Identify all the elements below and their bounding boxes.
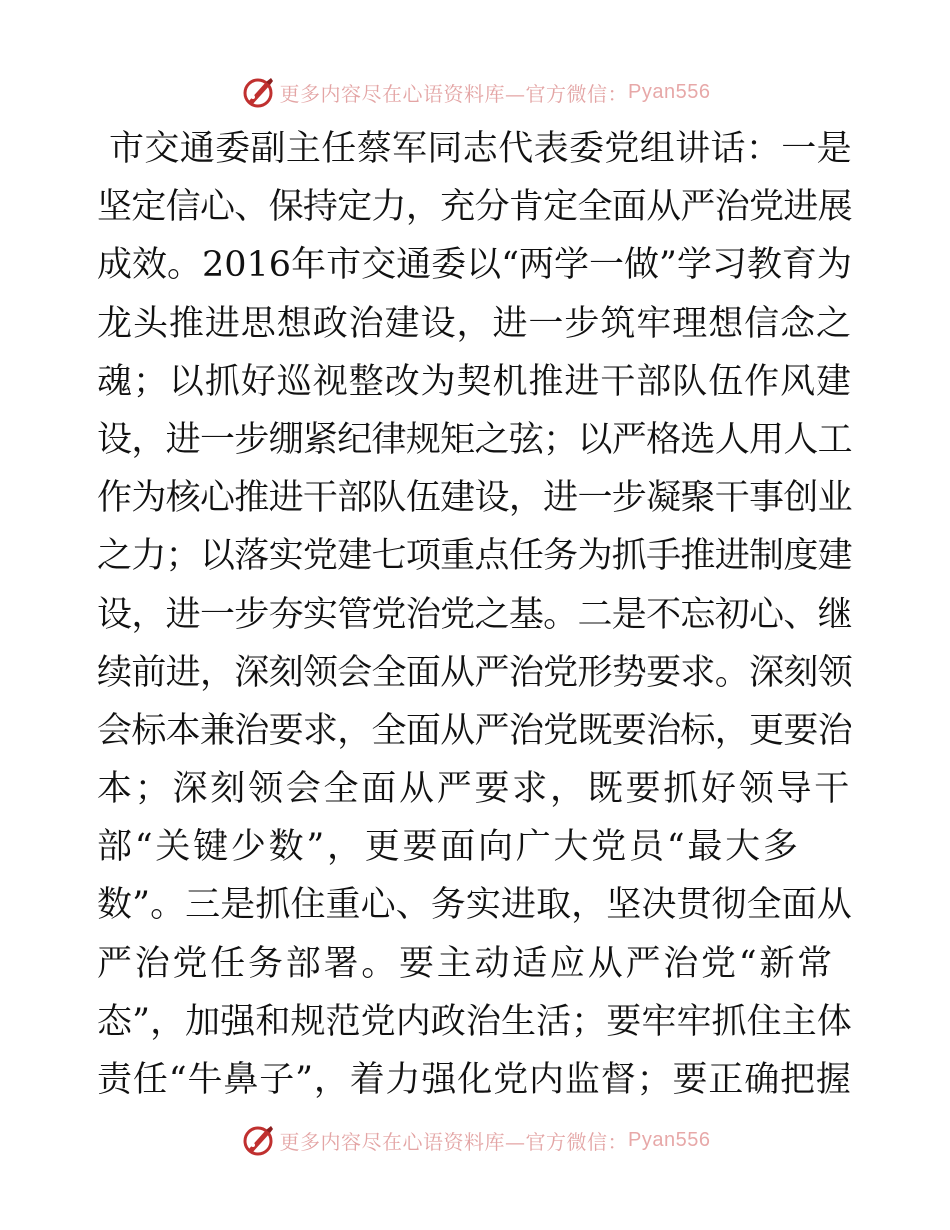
text-line: 态”，加强和规范党内政治生活；要牢牢抓住主体 [97,1001,852,1042]
text-line: 作为核心推进干部队伍建设，进一步凝聚干事创业 [97,478,853,519]
header-watermark [0,72,950,112]
text-line: 龙头推进思想政治建设，进一步筑牢理想信念之 [97,303,853,344]
text-line: 成效。2016年市交通委以“两学一做”学习教育为 [97,245,852,286]
text-line: 部“关键少数”，更要面向广大党员“最大多 [97,827,801,868]
watermark-wechat-id: Pyan556 [628,80,711,103]
text-line: 续前进，深刻领会全面从严治党形势要求。深刻领 [97,652,853,693]
text-line: 会标本兼治要求，全面从严治党既要治标，更要治 [97,710,853,751]
document-body [97,120,857,1109]
watermark-wechat-id: Pyan556 [628,1128,711,1151]
text-line: 本；深刻领会全面从严要求，既要抓好领导干 [97,769,853,810]
text-line: 责任“牛鼻子”，着力强化党内监督；要正确把握 [97,1060,852,1100]
text-line: 坚定信心、保持定力，充分肯定全面从严治党进展 [97,187,853,228]
text-line: 之力；以落实党建七项重点任务为抓手推进制度建 [97,536,853,577]
pen-seal-logo-icon [240,74,276,110]
text-line: 设，进一步绷紧纪律规矩之弦；以严格选人用人工 [97,419,853,460]
footer-watermark [0,1120,950,1160]
text-line: 严治党任务部署。要主动适应从严治党“新常 [97,943,835,984]
watermark-text: 更多内容尽在心语资料库—官方微信： [279,1129,629,1154]
text-line: 市交通委副主任蔡军同志代表委党组讲话：一是 [109,129,853,169]
pen-seal-logo-icon [240,1122,276,1158]
watermark-text: 更多内容尽在心语资料库—官方微信： [279,81,629,106]
text-line: 设，进一步夯实管党治党之基。二是不忘初心、继 [97,594,853,635]
text-line: 魂；以抓好巡视整改为契机推进干部队伍作风建 [97,361,853,402]
text-line: 数”。三是抓住重心、务实进取，坚决贯彻全面从 [97,885,852,926]
